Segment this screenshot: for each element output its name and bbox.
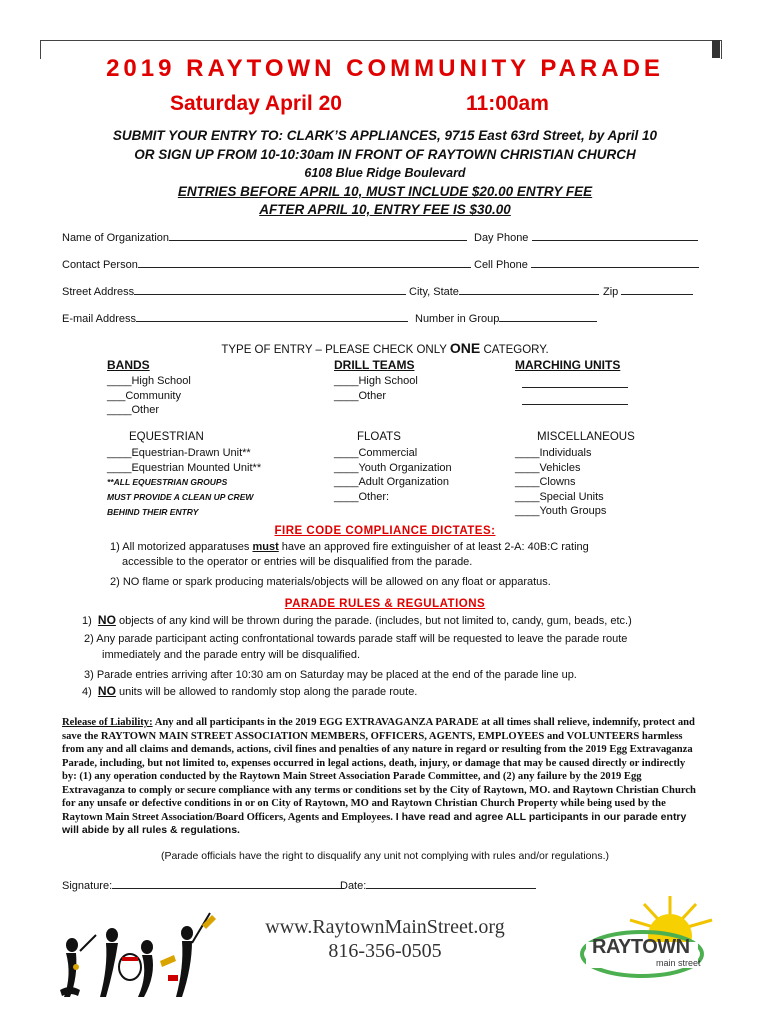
- floats-option[interactable]: ____Other:: [334, 490, 390, 503]
- date-field[interactable]: [340, 879, 536, 892]
- drill-teams-title: DRILL TEAMS: [334, 358, 415, 372]
- marching-units-blank[interactable]: [522, 378, 628, 388]
- street-field[interactable]: [62, 285, 406, 298]
- zip-label: Zip: [603, 286, 619, 298]
- event-time: 11:00am: [466, 92, 549, 115]
- misc-option[interactable]: ____Individuals: [515, 447, 592, 459]
- page-title: 2019 RAYTOWN COMMUNITY PARADE: [106, 55, 664, 82]
- marching-units-title: MARCHING UNITS: [515, 358, 621, 372]
- misc-title: MISCELLANEOUS: [537, 431, 635, 443]
- marching-units-blank[interactable]: [522, 395, 628, 405]
- contact-field[interactable]: [62, 258, 471, 271]
- bands-option[interactable]: ____Other: [107, 404, 159, 416]
- raytown-logo: [580, 892, 720, 1002]
- equestrian-option[interactable]: ____Equestrian-Drawn Unit**: [107, 447, 251, 459]
- misc-option[interactable]: ____Youth Groups: [515, 505, 607, 517]
- city-label: City, State: [409, 286, 459, 298]
- logo-word: RAYTOWN: [592, 936, 690, 958]
- drill-list: [334, 374, 418, 403]
- rule-3: 3) Parade entries arriving after 10:30 am on Saturday may be placed at the end of the parade line up.: [84, 669, 577, 681]
- cell-phone-field[interactable]: [474, 258, 699, 271]
- release-of-liability: Release of Liability: Any and all participants in the 2019 EGG EXTRAVAGANZA PARADE at all times shall relieve, indemnify, protect and save the RAYTOWN MAIN STREET ASSOCIATION MEMBERS, OFFICERS, AGENTS, EMPLOYEES and VOLUNTEERS harmless from any and all claims and demands, actions, civil fines and penalties of any nature in regard or resulting from the 2019 Egg Extravaganza Parade, including, but not limited to, expenses occurred in legal actions, death, injury, or damage that may be caused directly or indirectly by: (1) any operation conducted by the Raytown Main Street Association Parade Committee, and (2) any failure by the 2019 Egg Extravaganza to comply or secure compliance with any terms or conditions set by the City of Raytown, MO. and Raytown Christian Church for any unsafe or defective conditions in or on City of Raytown, MO and Raytown Christian Church Property while being used by the Raytown Main Street Association/Board Officers, Agents and Employees. I have read and agree ALL participants in our parade entry will abide by all rules & regulations.: [62, 717, 696, 836]
- phone-number: 816-356-0505: [328, 940, 442, 962]
- fee-line-2: AFTER APRIL 10, ENTRY FEE IS $30.00: [259, 202, 511, 217]
- bands-option[interactable]: ___Community: [107, 389, 181, 402]
- drill-option[interactable]: ____High School: [334, 375, 418, 387]
- submit-line-2: OR SIGN UP FROM 10-10:30am IN FRONT OF RAYTOWN CHRISTIAN CHURCH: [134, 147, 636, 162]
- event-date: Saturday April 20: [170, 92, 342, 115]
- misc-option[interactable]: ____Clowns: [515, 476, 576, 488]
- number-in-group-label: Number in Group: [415, 313, 500, 325]
- floats-option[interactable]: ____Adult Organization: [334, 476, 449, 488]
- misc-option[interactable]: ____Special Units: [515, 490, 604, 503]
- date-label: Date:: [340, 880, 367, 892]
- officials-note: (Parade officials have the right to disqualify any unit not complying with rules and/or regulations.): [160, 850, 610, 862]
- email-field[interactable]: [62, 312, 408, 325]
- floats-title: FLOATS: [357, 431, 401, 443]
- fire-rule-1: 1) All motorized apparatuses must have an approved fire extinguisher of at least 2-A: 40B:C rating: [110, 541, 589, 553]
- signature-label: Signature:: [62, 880, 113, 892]
- city-field[interactable]: [409, 285, 599, 298]
- equestrian-note: **ALL EQUESTRIAN GROUPS MUST PROVIDE A CLEAN UP CREW BEHIND THEIR ENTRY: [107, 477, 254, 517]
- rule-2: 2) Any parade participant acting confrontational towards parade staff will be requested to leave the parade route: [84, 633, 628, 645]
- org-field[interactable]: [62, 231, 467, 244]
- floats-option[interactable]: ____Commercial: [334, 447, 418, 459]
- bands-title: BANDS: [107, 358, 150, 372]
- org-label: Name of Organization: [62, 232, 169, 244]
- fire-rule-2: 2) NO flame or spark producing materials/objects will be allowed on any float or apparatus.: [110, 576, 551, 588]
- cell-phone-label: Cell Phone: [474, 259, 528, 271]
- zip-field[interactable]: [603, 285, 693, 298]
- entry-type-one: ONE: [449, 340, 481, 356]
- street-label: Street Address: [62, 286, 135, 298]
- parade-rules-title: PARADE RULES & REGULATIONS: [284, 598, 486, 610]
- equestrian-title: EQUESTRIAN: [129, 431, 204, 443]
- email-label: E-mail Address: [62, 313, 136, 325]
- day-phone-label: Day Phone: [474, 232, 529, 244]
- bands-option[interactable]: ____High School: [107, 375, 191, 387]
- fee-line-1: ENTRIES BEFORE APRIL 10, MUST INCLUDE $20.00 ENTRY FEE: [177, 184, 593, 199]
- equestrian-list: [107, 446, 261, 475]
- misc-option[interactable]: ____Vehicles: [515, 461, 581, 474]
- misc-list: [515, 446, 606, 519]
- day-phone-field[interactable]: [474, 231, 698, 244]
- website-link[interactable]: www.RaytownMainStreet.org: [265, 916, 505, 938]
- contact-label: Contact Person: [62, 259, 138, 271]
- rule-1: 1) NO objects of any kind will be thrown during the parade. (includes, but not limited to, candy, gum, beads, etc.): [82, 613, 632, 627]
- logo-subtext: main street: [656, 958, 701, 968]
- release-label: Release of Liability:: [62, 717, 153, 728]
- equestrian-option[interactable]: ____Equestrian Mounted Unit**: [107, 461, 262, 474]
- drill-option[interactable]: ____Other: [334, 389, 386, 402]
- floats-list: [334, 446, 452, 504]
- signature-field[interactable]: [62, 879, 344, 892]
- submit-line-1: SUBMIT YOUR ENTRY TO: CLARK’S APPLIANCES, 9715 East 63rd Street, by April 10: [112, 128, 658, 143]
- submit-line-3: 6108 Blue Ridge Boulevard: [304, 166, 466, 180]
- bands-list: [107, 374, 191, 418]
- number-in-group-field[interactable]: [415, 312, 597, 325]
- rule-4: 4) NO units will be allowed to randomly stop along the parade route.: [82, 684, 418, 698]
- fire-code-title: FIRE CODE COMPLIANCE DICTATES:: [274, 525, 496, 537]
- floats-option[interactable]: ____Youth Organization: [334, 461, 452, 474]
- fire-rule-1-cont: accessible to the operator or entries will be disqualified from the parade.: [122, 556, 473, 568]
- rule-2-cont: immediately and the parade entry will be disqualified.: [102, 649, 361, 661]
- entry-type-heading: TYPE OF ENTRY – PLEASE CHECK ONLY ONE CATEGORY.: [221, 340, 549, 356]
